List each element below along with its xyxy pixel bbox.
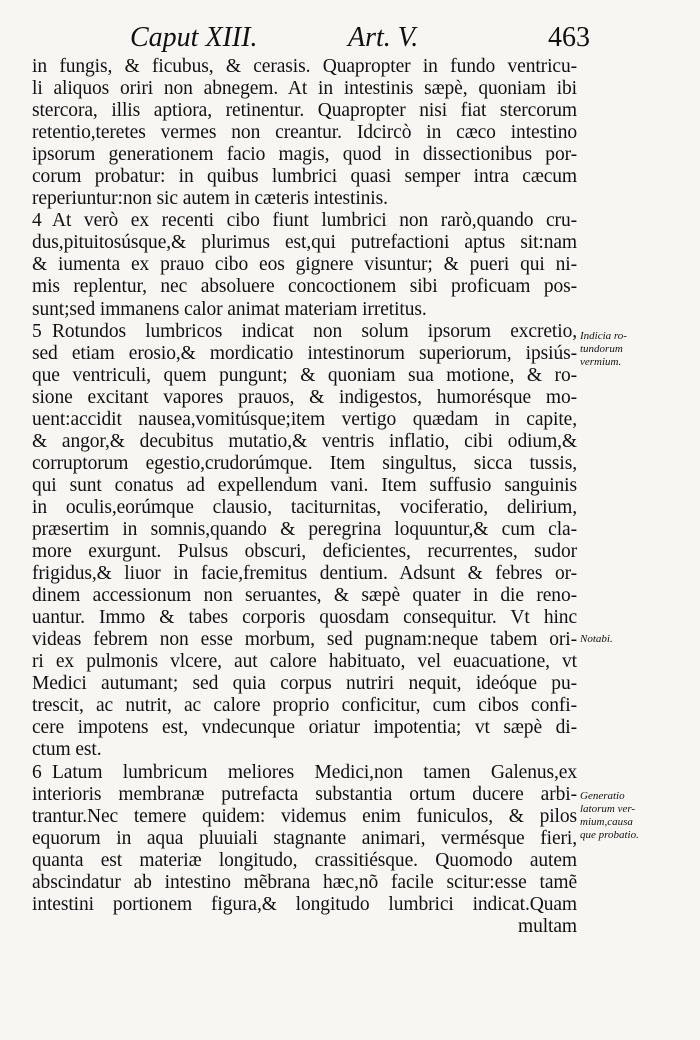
text-line: corum probatur: in quibus lumbrici quasi semper intra cæcum: [32, 166, 577, 188]
text-line: ipsorum generationem facio magis, quod in dissectionibus por-: [32, 144, 577, 166]
text-line: reperiuntur:non sic autem in cæteris intestinis.: [32, 188, 388, 210]
text-line: stercora, illis aptiora, retinentur. Quapropter nisi fiat stercorum: [32, 100, 577, 122]
chapter-heading: Caput XIII.: [130, 22, 258, 53]
text-line: 4 At verò ex recenti cibo fiunt lumbrici non rarò,quando cru-: [32, 210, 577, 232]
text-line: interioris membranæ putrefacta substantia ortum ducere arbi-: [32, 783, 577, 805]
section-number: 6: [32, 761, 42, 783]
text-line: more exurgunt. Pulsus obscuri, deficientes, recurrentes, sudor: [32, 541, 577, 563]
margin-note-notabile: Notabi.: [580, 633, 613, 645]
text-line: præsertim in somnis,quando & peregrina loquuntur,& cum cla-: [32, 518, 577, 540]
text-line: in fungis, & ficubus, & cerasis. Quapropter in fundo ventricu-: [32, 56, 577, 77]
text-line: dus,pituitosúsque,& plurimus est,qui putrefactioni aptus sit:nam: [32, 232, 577, 254]
text-line: que ventriculi, quem pungunt; & quoniam sua motione, & ro-: [32, 364, 577, 386]
article-heading: Art. V.: [348, 22, 419, 53]
running-header: [130, 22, 590, 58]
text-line: 6 Latum lumbricum meliores Medici,non tamen Galenus,ex: [32, 761, 577, 783]
text-line: in oculis,eorúmque clausio, taciturnitas, vociferatio, delirium,: [32, 496, 577, 518]
text-line: & iumenta ex prauo cibo eos gignere visuntur; & pueri qui ni-: [32, 254, 577, 276]
text-line: sione excitant vapores prauos, & indigestos, humorésque mo-: [32, 386, 577, 408]
text-line: qui sunt conatus ad expellendum vani. Item suffusio sanguinis: [32, 474, 577, 496]
text-line: sunt;sed immanens calor animat materiam irretitus.: [32, 298, 427, 320]
text-line: videas febrem non esse morbum, sed pugnam:neque tabem ori-: [32, 629, 577, 651]
text-line: intestini portionem figura,& longitudo lumbrici indicat.Quam: [32, 893, 577, 915]
text-line: sed etiam erosio,& mordicatio intestinorum superiorum, ipsiús-: [32, 342, 577, 364]
text-line: ri ex pulmonis vlcere, aut calore habituato, vel euacuatione, vt: [32, 651, 577, 673]
text-line: 5 Rotundos lumbricos indicat non solum ipsorum excretio,: [32, 320, 577, 342]
margin-note-indicia: Indicia ro- tundorum vermium.: [580, 330, 627, 368]
text-line: uent:accidit nausea,vomitúsque;item vertigo quædam in capite,: [32, 408, 577, 430]
text-line: trantur.Nec temere quidem: videmus enim funiculos, & pilos: [32, 805, 577, 827]
section-number: 4: [32, 210, 42, 232]
catchword: multam: [518, 915, 577, 937]
text-line: & angor,& decubitus mutatio,& ventris inflatio, cibi odium,&: [32, 430, 577, 452]
text-line: quanta est materiæ longitudo, crassitiésque. Quomodo autem: [32, 849, 577, 871]
text-line: cere impotens est, vndecunque oriatur impotentia; vt sæpè di-: [32, 717, 577, 739]
text-line: dinem accessionum non seruantes, & sæpè quater in die reno-: [32, 585, 577, 607]
text-line: Medici autumant; sed quia corpus nutriri nequit, ideóque pu-: [32, 673, 577, 695]
main-text: [32, 56, 577, 938]
text-line: ctum est.: [32, 739, 102, 761]
text-line: abscindatur ab intestino mẽbrana hæc,nõ facile scitur:esse tamẽ: [32, 871, 577, 893]
text-line: corruptorum egestio,crudorúmque. Item singultus, sicca tussis,: [32, 452, 577, 474]
margin-note-generatio: Generatio latorum ver- mium,causa que probatio.: [580, 790, 639, 841]
text-line: trescit, ac nutrit, ac calore proprio conficitur, cum cibos confi-: [32, 695, 577, 717]
section-number: 5: [32, 320, 42, 342]
text-line: retentio,teretes vermes non creantur. Idcircò in cæco intestino: [32, 122, 577, 144]
text-line: frigidus,& liuor in facie,fremitus dentium. Adsunt & febres or-: [32, 563, 577, 585]
page-number: 463: [548, 22, 590, 53]
text-line: mis replentur, nec absoluere concoctionem sibi proficuam pos-: [32, 276, 577, 298]
text-line: uantur. Immo & tabes corporis quosdam consequitur. Vt hinc: [32, 607, 577, 629]
text-line: li aliquos oriri non abnegem. At in intestinis sæpè, quoniam ibi: [32, 78, 577, 100]
text-line: equorum in aqua pluuiali stagnante animari, vermésque fieri,: [32, 827, 577, 849]
